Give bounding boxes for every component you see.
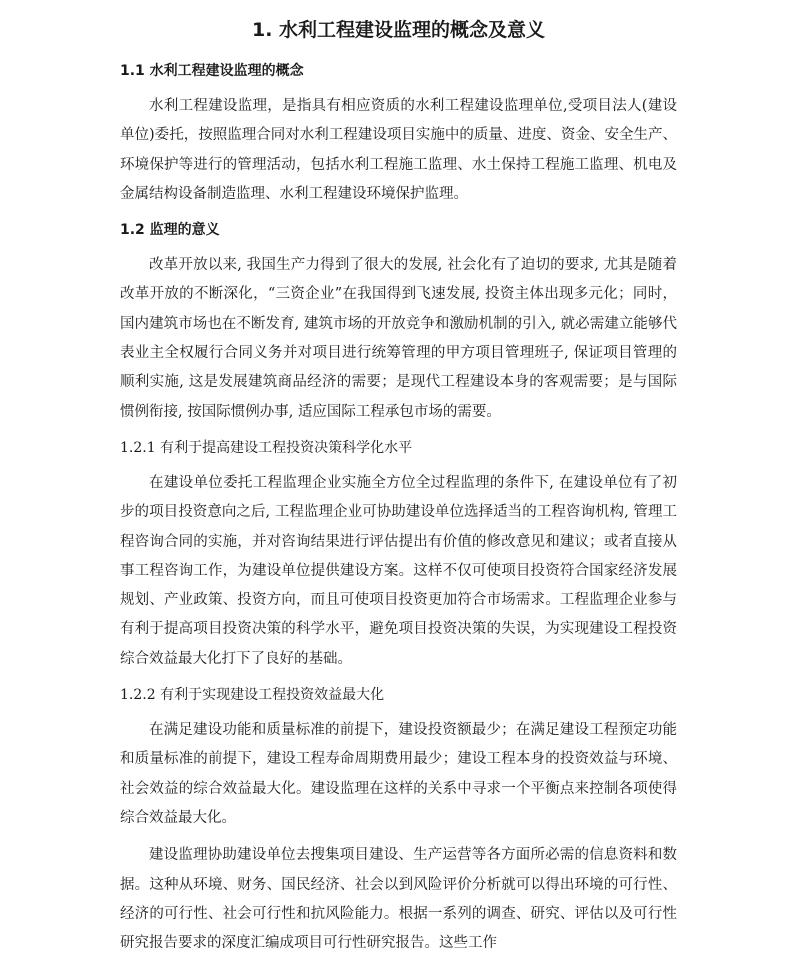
document-title: 1. 水利工程建设监理的概念及意义 [251,19,546,41]
section-heading-1-2-1: 1.2.1 有利于提高建设工程投资决策科学化水平 [120,439,413,456]
section-heading-1-2: 1.2 监理的意义 [120,222,220,239]
paragraph-1-1-a: 水利工程建设监理，是指具有相应资质的水利工程建设监理单位,受项目法人(建设单位)委托，按照监理合同对水利工程建设项目实施中的质量、进度、资金、安全生产、环境保护等进行的管理活动，包括水利工程施工监理、水土保持工程施工监理、机电及金属结构设备制造监理、水利工程建设环境保护监理。 [120,98,677,202]
paragraph-1-2-2-b: 建设监理协助建设单位去搜集项目建设、生产运营等各方面所必需的信息资料和数据。这种从环境、财务、国民经济、社会以到风险评价分析就可以得出环境的可行性、经济的可行性、社会可行性和抗风险能力。根据一系列的调查、研究、评估以及可行性研究报告要求的深度汇编成项目可行性研究报告。这些工作 [120,847,677,952]
paragraph-1-2-2-a: 在满足建设功能和质量标准的前提下，建设投资额最少；在满足建设工程预定功能和质量标准的前提下，建设工程寿命周期费用最少；建设工程本身的投资效益与环境、社会效益的综合效益最大化。建设监理在这样的关系中寻求一个平衡点来控制各项使得综合效益最大化。 [120,722,677,826]
paragraph-1-2-1-a: 在建设单位委托工程监理企业实施全方位全过程监理的条件下, 在建设单位有了初步的项目投资意向之后, 工程监理企业可协助建设单位选择适当的工程咨询机构, 管理工程咨询合同的实施，并对咨询结果进行评估提出有价值的修改意见和建议；或者直接从事工程咨询工作，为建设单位提供建设方案。这样不仅可使项目投资符合国家经济发展规划、产业政策、投资方向，而且可使项目投资更加符合市场需求。工程监理企业参与有利于提高项目投资决策的科学水平，避免项目投资决策的失误，为实现建设工程投资综合效益最大化打下了良好的基础。 [120,474,677,667]
section-heading-1-2-2: 1.2.2 有利于实现建设工程投资效益最大化 [120,687,385,704]
paragraph-1-2-a: 改革开放以来, 我国生产力得到了很大的发展, 社会化有了迫切的要求, 尤其是随着改革开放的不断深化，“三资企业”在我国得到飞速发展, 投资主体出现多元化；同时，国内建筑市场也在不断发育, 建筑市场的开放竞争和激励机制的引入, 就必需建立能够代表业主全权履行合同义务并对项目进行统筹管理的甲方项目管理班子, 保证项目管理的顺利实施, 这是发展建筑商品经济的需要；是现代工程建设本身的客观需要；是与国际惯例衔接, 按国际惯例办事, 适应国际工程承包市场的需要。 [120,257,677,420]
section-heading-1-1: 1.1 水利工程建设监理的概念 [120,63,304,79]
